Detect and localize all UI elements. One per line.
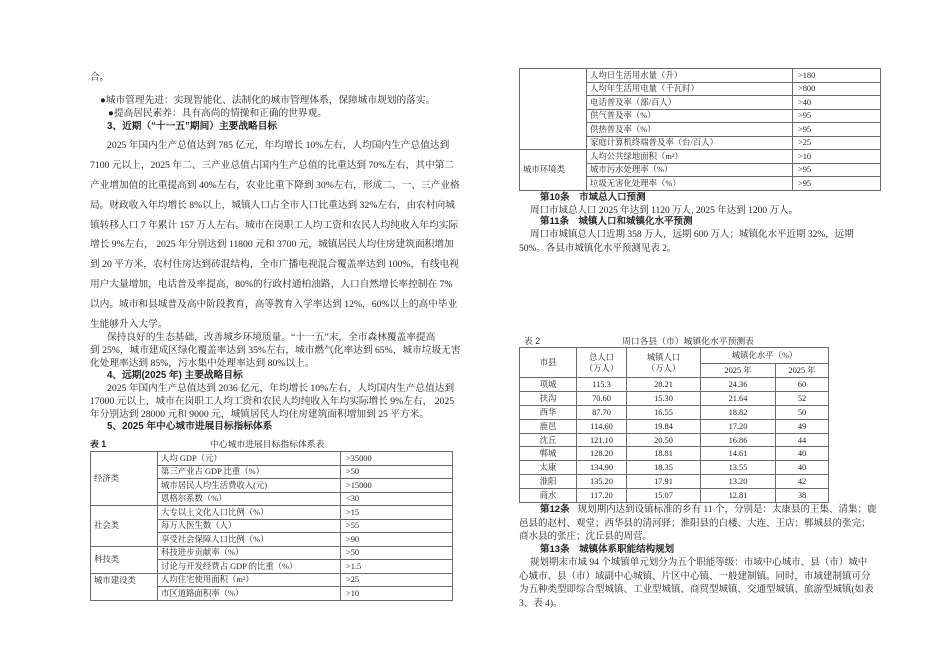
number-cell: 13.20 bbox=[701, 475, 776, 489]
target-cell: >1.5 bbox=[341, 560, 453, 574]
target-cell: >35000 bbox=[341, 452, 453, 466]
indicator-cell: 城市居民人均生活费收入(元) bbox=[158, 479, 341, 493]
target-cell: >90 bbox=[341, 533, 453, 547]
target-cell: <30 bbox=[341, 492, 453, 506]
indicator-cell: 供热普及率（%） bbox=[587, 123, 793, 137]
target-cell: >95 bbox=[793, 177, 881, 191]
number-cell: 15.30 bbox=[627, 391, 701, 405]
indicator-cell: 城市污水处理率（%） bbox=[587, 163, 793, 177]
number-cell: 20.50 bbox=[627, 433, 701, 447]
number-cell: 60 bbox=[776, 378, 829, 392]
table-row bbox=[91, 506, 453, 520]
paragraph-line: 局。财政收入年均增长 8%以上，城镇人口占全市人口比重达到 32%左右，由农村向城 bbox=[90, 200, 455, 211]
target-cell: >180 bbox=[793, 69, 881, 83]
paragraph-line: 50%。各县市城镇化水平预测见表 2。 bbox=[519, 244, 677, 254]
paragraph-line: 商水县的张庄；沈丘县的周营。 bbox=[519, 532, 653, 542]
table-row bbox=[91, 573, 453, 587]
county-cell: 西华 bbox=[520, 405, 577, 419]
category-cell-urban-construction: 城市建设类 bbox=[91, 573, 158, 600]
target-cell: >15000 bbox=[341, 479, 453, 493]
header-total-population bbox=[577, 348, 627, 378]
target-cell: >55 bbox=[341, 519, 453, 533]
target-cell: >50 bbox=[341, 546, 453, 560]
article-10-heading: 第10条 市域总人口预测 bbox=[540, 192, 646, 203]
number-cell: 49 bbox=[776, 419, 829, 433]
article-12-text: 规划期内达到设镇标准的乡有 11 个，分别是：太康县的王集、清集；鹿 bbox=[577, 505, 877, 515]
indicator-cell: 第三产业占 GDP 比重（%） bbox=[158, 465, 341, 479]
category-cell-continued bbox=[520, 69, 587, 150]
table-row bbox=[520, 69, 881, 83]
header-year: 2025 年 bbox=[701, 364, 776, 378]
indicator-cell: 人均住宅使用面积（m²） bbox=[158, 573, 341, 587]
indicator-table bbox=[90, 451, 453, 601]
paragraph-line: 以内。城市和县城普及高中阶段教育，高等教育入学率达到 12%，60%以上的高中毕业 bbox=[90, 299, 458, 310]
number-cell: 128.20 bbox=[577, 447, 627, 461]
number-cell: 117.20 bbox=[577, 489, 627, 503]
number-cell: 115.3 bbox=[577, 378, 627, 392]
indicator-cell: 电话普及率（部/百人） bbox=[587, 96, 793, 110]
paragraph-line: 到 25%，城市建成区绿化覆盖率达到 35%左右，城市燃气化率达到 65%，城市垃圾无害 bbox=[90, 345, 461, 356]
paragraph-line: 邑县的赵村、观堂；西华县的清河驿；淮阳县的白楼、大连、王店；郸城县的张完； bbox=[519, 519, 871, 529]
target-cell: >50 bbox=[341, 465, 453, 479]
bullet-item: ●城市管理先进：实现智能化、法制化的城市管理体系，保障城市规划的落实。 bbox=[100, 95, 436, 106]
carryover-text: 合。 bbox=[90, 72, 110, 83]
target-cell: >800 bbox=[793, 82, 881, 96]
number-cell: 52 bbox=[776, 391, 829, 405]
urbanization-table bbox=[519, 347, 829, 503]
number-cell: 87.70 bbox=[577, 405, 627, 419]
number-cell: 18.35 bbox=[627, 461, 701, 475]
paragraph-line: 生能够升入大学。 bbox=[90, 319, 168, 330]
category-cell-economy: 经济类 bbox=[91, 452, 158, 506]
section-4-heading: 4、远期(2025 年) 主要战略目标 bbox=[107, 370, 243, 381]
article-12-label: 第12条 bbox=[540, 504, 570, 515]
table-row bbox=[520, 433, 829, 447]
header-year: 2025 年 bbox=[776, 364, 829, 378]
number-cell: 19.84 bbox=[627, 419, 701, 433]
table-row bbox=[520, 475, 829, 489]
target-cell: >10 bbox=[793, 150, 881, 164]
number-cell: 38 bbox=[776, 489, 829, 503]
table-row bbox=[91, 546, 453, 560]
article-10-text: 周口市域总人口 2025 年达到 1120 万人, 2025 年达到 1200 万人。 bbox=[530, 206, 799, 216]
target-cell: >40 bbox=[793, 96, 881, 110]
number-cell: 16.55 bbox=[627, 405, 701, 419]
county-cell: 太康 bbox=[520, 461, 577, 475]
paragraph-line: 为五种类型即综合型城镇、工业型城镇、商贸型城镇、交通型城镇、旅游型城镇(如表 bbox=[519, 585, 874, 595]
indicator-cell: 市区道路面积率（%） bbox=[158, 587, 341, 601]
paragraph-line: 增长 9%左右， 2025 年分别达到 11800 元和 3700 元，城镇居民人均住房建筑面积增加 bbox=[90, 239, 454, 250]
table-row bbox=[91, 452, 453, 466]
category-cell-society: 社会类 bbox=[91, 506, 158, 547]
header-county: 市县 bbox=[520, 348, 577, 378]
paragraph-line: 2025 年国内生产总值达到 2036 亿元，年均增长 10%左右，人均国内生产总值达到 bbox=[107, 383, 455, 394]
paragraph-line: 用户大量增加，电话普及率提高，80%的行政村通柏油路，人口自然增长率控制在 7% bbox=[90, 279, 453, 290]
county-cell: 项城 bbox=[520, 378, 577, 392]
table-1-label: 表 1 bbox=[90, 439, 107, 449]
paragraph-line: 到 20 平方米，农村住房达到砖混结构，全市广播电视混合覆盖率达到 100%，有线电视 bbox=[90, 259, 459, 270]
article-11-heading: 第11条 城镇人口和城镇化水平预测 bbox=[540, 216, 693, 227]
number-cell: 18.81 bbox=[627, 447, 701, 461]
category-cell-technology: 科技类 bbox=[91, 546, 158, 573]
article-12-first-line bbox=[540, 504, 876, 516]
county-cell: 郸城 bbox=[520, 447, 577, 461]
number-cell: 17.20 bbox=[701, 419, 776, 433]
paragraph-line: 产业增加值的比重提高到 40%左右，农业比重下降到 30%左右，形成二、一、三产业格 bbox=[90, 180, 460, 191]
paragraph-line: 化处理率达到 85%，污水集中处理率达到 80%以上。 bbox=[90, 358, 315, 369]
table-row bbox=[520, 378, 829, 392]
number-cell: 40 bbox=[776, 447, 829, 461]
table-1-title: 中心城市进展目标指标体系表 bbox=[210, 439, 325, 449]
table-row bbox=[520, 419, 829, 433]
county-cell: 鹿邑 bbox=[520, 419, 577, 433]
number-cell: 70.60 bbox=[577, 391, 627, 405]
section-3-heading: 3、近期（“十一五”期间）主要战略目标 bbox=[107, 121, 278, 132]
number-cell: 114.60 bbox=[577, 419, 627, 433]
county-cell: 沈丘 bbox=[520, 433, 577, 447]
header-urbanization: 城镇化水平（%） bbox=[701, 348, 829, 364]
number-cell: 17.91 bbox=[627, 475, 701, 489]
table-row bbox=[520, 150, 881, 164]
number-cell: 15.07 bbox=[627, 489, 701, 503]
number-cell: 134.90 bbox=[577, 461, 627, 475]
target-cell: >10 bbox=[341, 587, 453, 601]
table-2-label: 表 2 bbox=[524, 336, 541, 346]
indicator-cell: 恩格尔系数（%） bbox=[158, 492, 341, 506]
indicator-cell: 供气普及率（%） bbox=[587, 109, 793, 123]
indicator-cell: 人均日生活用水量（升） bbox=[587, 69, 793, 83]
table-row bbox=[520, 461, 829, 475]
county-cell: 商水 bbox=[520, 489, 577, 503]
target-cell: >15 bbox=[341, 506, 453, 520]
header-urban-population bbox=[627, 348, 701, 378]
paragraph-line: 17000 元以上，城市在岗职工人均工资和农民人均纯收入年均实际增长 9%左右， 2025 bbox=[90, 396, 455, 407]
paragraph-line: 保持良好的生态基础，改善城乡环境质量。“十一五”末，全市森林覆盖率提高 bbox=[107, 332, 436, 343]
number-cell: 13.55 bbox=[701, 461, 776, 475]
table-header-row bbox=[520, 348, 829, 364]
table-2-title: 周口各县（市）城镇化水平预测表 bbox=[622, 336, 754, 346]
number-cell: 135.20 bbox=[577, 475, 627, 489]
table-row bbox=[520, 447, 829, 461]
indicator-cell: 人均 GDP（元） bbox=[158, 452, 341, 466]
target-cell: >25 bbox=[341, 573, 453, 587]
header-unit: （万人） bbox=[584, 363, 619, 373]
paragraph-line: 心城市、县（市）域副中心城镇、片区中心镇、一般建制镇。同时，市域建制镇可分 bbox=[519, 572, 871, 582]
table-row bbox=[520, 391, 829, 405]
number-cell: 42 bbox=[776, 475, 829, 489]
paragraph-line: 镇转移人口 7 年累计 157 万人左右。城市在岗职工人均工资和农民人均纯收入年均实际 bbox=[90, 220, 459, 231]
paragraph-line: 3、表 4)。 bbox=[519, 599, 563, 609]
paragraph-line: 2025 年国内生产总值达到 785 亿元，年均增长 10%左右，人均国内生产总值达到 bbox=[107, 140, 450, 151]
number-cell: 14.61 bbox=[701, 447, 776, 461]
paragraph-line: 年分别达到 28000 元和 9000 元，城镇居民人均住房建筑面积增加到 25 平方米。 bbox=[90, 409, 430, 420]
indicator-cell: 大专以上文化人口比例（%） bbox=[158, 506, 341, 520]
indicator-cell: 享受社会保障人口比例（%） bbox=[158, 533, 341, 547]
bullet-item: ●提高居民素养：具有高尚的情操和正确的世界观。 bbox=[108, 108, 327, 119]
target-cell: >95 bbox=[793, 109, 881, 123]
paragraph-line: 周口市城镇总人口近期 358 万人，远期 600 万人；城镇化水平近期 32%，远期 bbox=[530, 230, 854, 240]
number-cell: 21.64 bbox=[701, 391, 776, 405]
number-cell: 28.21 bbox=[627, 378, 701, 392]
target-cell: >95 bbox=[793, 123, 881, 137]
number-cell: 121.10 bbox=[577, 433, 627, 447]
indicator-cell: 家庭计算机终端普及率（台/百人） bbox=[587, 136, 793, 150]
target-cell: >95 bbox=[793, 163, 881, 177]
indicator-cell: 科技进步贡献率（%） bbox=[158, 546, 341, 560]
paragraph-line: 规划期末市域 94 个城镇单元划分为五个职能等级：市域中心城市、县（市）城中 bbox=[530, 558, 868, 568]
number-cell: 12.81 bbox=[701, 489, 776, 503]
article-13-heading: 第13条 城镇体系职能结构规划 bbox=[540, 544, 675, 555]
header-label: 总人口 bbox=[588, 352, 615, 362]
number-cell: 40 bbox=[776, 461, 829, 475]
table-row bbox=[520, 405, 829, 419]
indicator-cell: 人均年生活用电量（千瓦时） bbox=[587, 82, 793, 96]
header-label: 城镇人口 bbox=[646, 352, 681, 362]
target-cell: >25 bbox=[793, 136, 881, 150]
indicator-cell: 垃圾无害化处理率（%） bbox=[587, 177, 793, 191]
section-5-heading: 5、2025 年中心城市进展目标指标体系 bbox=[107, 421, 273, 432]
county-cell: 淮阳 bbox=[520, 475, 577, 489]
table-row bbox=[520, 489, 829, 503]
header-unit: （万人） bbox=[646, 363, 681, 373]
indicator-cell: 每万人医生数（人） bbox=[158, 519, 341, 533]
paragraph-line: 7100 元以上，2025 年二、三产业总值占国内生产总值的比重达到 70%左右，其中第二 bbox=[90, 160, 455, 171]
category-cell-environment: 城市环境类 bbox=[520, 150, 587, 191]
number-cell: 18.82 bbox=[701, 405, 776, 419]
indicator-table-continued bbox=[519, 68, 881, 191]
number-cell: 50 bbox=[776, 405, 829, 419]
county-cell: 扶沟 bbox=[520, 391, 577, 405]
number-cell: 44 bbox=[776, 433, 829, 447]
number-cell: 24.36 bbox=[701, 378, 776, 392]
indicator-cell: 讨论与开发经费占 GDP 的比重（%） bbox=[158, 560, 341, 574]
indicator-cell: 人均公共绿地面积（m²） bbox=[587, 150, 793, 164]
number-cell: 16.86 bbox=[701, 433, 776, 447]
